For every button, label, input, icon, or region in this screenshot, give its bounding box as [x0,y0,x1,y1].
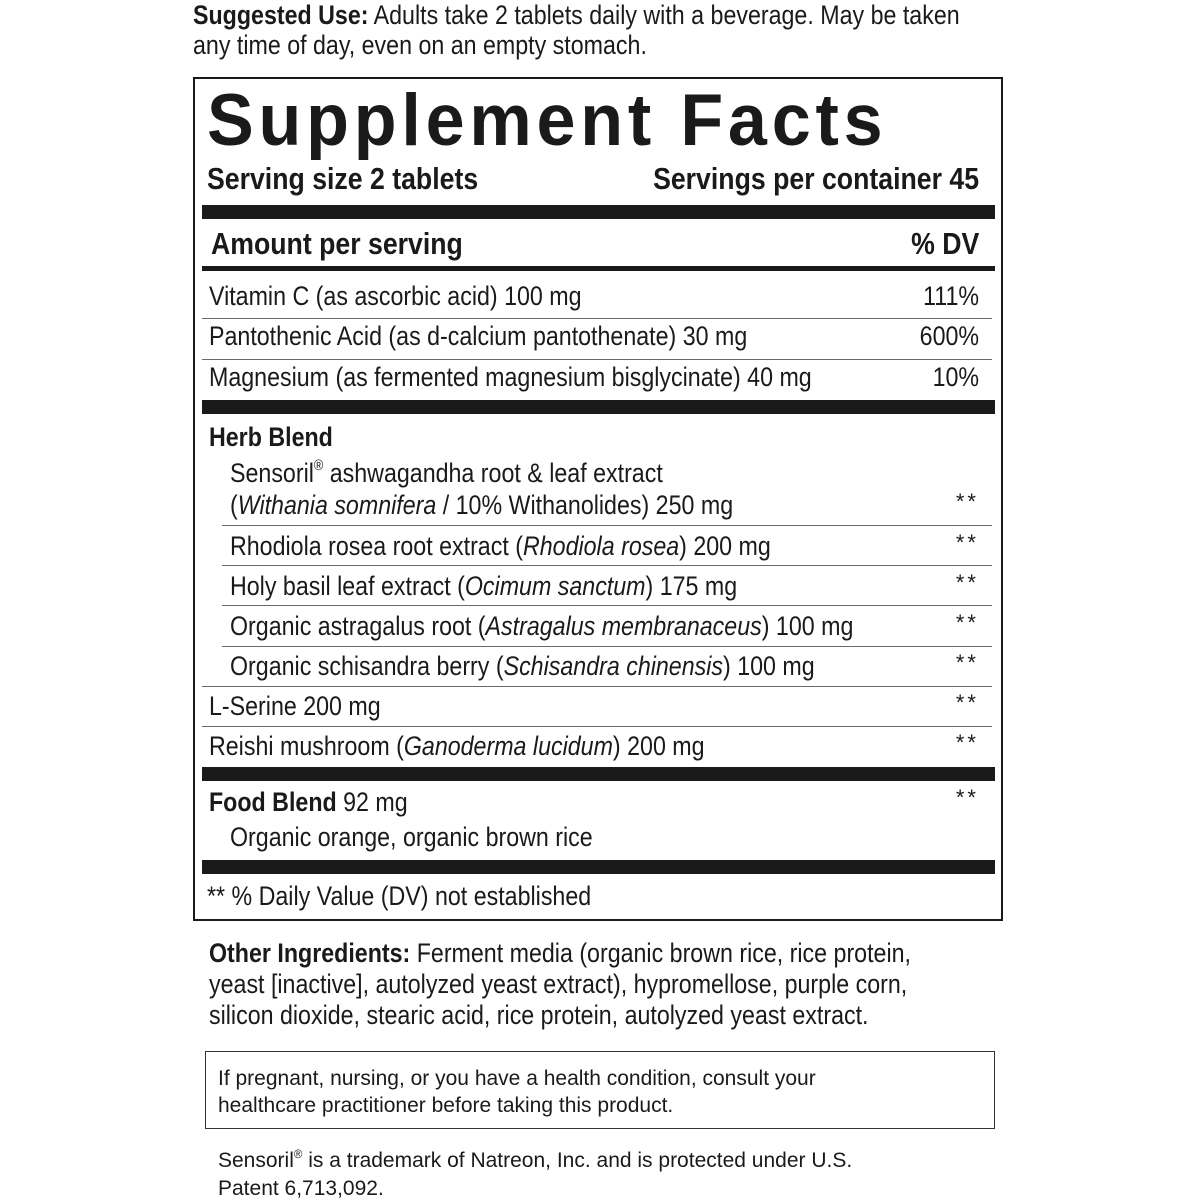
other-ingredients-line-3: silicon dioxide, stearic acid, rice protein, autolyzed yeast extract. [209,1000,869,1030]
nutrient-name: Magnesium (as fermented magnesium bisglycinate) 40 mg [209,362,812,392]
nutrient-name: Vitamin C (as ascorbic acid) 100 mg [209,281,582,311]
dv-not-established-mark: ** [955,489,979,514]
warning-line-1: If pregnant, nursing, or you have a health condition, consult your [218,1067,816,1090]
dv-not-established-mark: ** [955,530,979,555]
dv-not-established-mark: ** [955,690,979,715]
row-divider [222,646,992,647]
amount-per-serving-header: Amount per serving [211,226,463,261]
other-ingredients-line-2: yeast [inactive], autolyzed yeast extract), hypromellose, purple corn, [209,969,908,999]
thick-divider [202,860,995,874]
herb-holy-basil: Holy basil leaf extract (Ocimum sanctum) 175 mg [230,571,738,601]
suggested-use-line-2: any time of day, even on an empty stomach. [193,30,647,60]
l-serine: L-Serine 200 mg [209,691,381,721]
herb-blend-label: Herb Blend [209,422,333,452]
food-blend: Food Blend 92 mg [209,787,408,817]
thick-divider [202,400,995,414]
trademark-line-1: Sensoril® is a trademark of Natreon, Inc. and is protected under U.S. [218,1148,853,1172]
row-divider [222,525,992,526]
supplement-facts-panel [193,77,1003,921]
suggested-use [193,0,1023,60]
herb-sensoril-line-1: Sensoril® ashwagandha root & leaf extract [230,458,663,488]
other-ingredients [209,938,999,1031]
dv-not-established-mark: ** [955,610,979,635]
other-ingredients-label: Other Ingredients: [209,938,411,968]
trademark-note [218,1147,998,1203]
dv-header: % DV [910,226,979,261]
dv-footnote: ** % Daily Value (DV) not established [207,881,592,911]
row-divider [222,605,992,606]
trademark-line-2: Patent 6,713,092. [218,1177,384,1200]
herb-rhodiola: Rhodiola rosea root extract (Rhodiola rosea) 200 mg [230,531,771,561]
nutrient-dv: 10% [932,362,979,392]
nutrient-name: Pantothenic Acid (as d-calcium pantothenate) 30 mg [209,321,748,351]
herb-schisandra: Organic schisandra berry (Schisandra chinensis) 100 mg [230,651,815,681]
herb-astragalus: Organic astragalus root (Astragalus membranaceus) 100 mg [230,611,854,641]
warning-line-2: healthcare practitioner before taking this product. [218,1094,674,1117]
serving-size: Serving size 2 tablets [207,161,479,196]
dv-not-established-mark: ** [955,570,979,595]
suggested-use-label: Suggested Use: [193,0,369,30]
suggested-use-line-1: Adults take 2 tablets daily with a beverage. May be taken [373,0,960,30]
row-divider [222,565,992,566]
dv-not-established-mark: ** [955,650,979,675]
warning-box [205,1051,995,1129]
medium-divider [202,266,995,271]
food-blend-ingredients: Organic orange, organic brown rice [230,822,593,852]
row-divider [202,686,992,687]
nutrient-dv: 111% [923,281,979,311]
nutrient-dv: 600% [919,321,979,351]
thick-divider [202,205,995,219]
dv-not-established-mark: ** [955,730,979,755]
reishi-mushroom: Reishi mushroom (Ganoderma lucidum) 200 mg [209,731,705,761]
facts-title: Supplement Facts [207,80,888,161]
thick-divider [202,767,995,781]
row-divider [202,726,992,727]
row-divider [202,318,992,319]
row-divider [202,359,992,360]
servings-per-container: Servings per container 45 [653,161,979,196]
other-ingredients-line-1: Ferment media (organic brown rice, rice protein, [410,938,911,968]
dv-not-established-mark: ** [955,785,979,810]
herb-sensoril-line-2: (Withania somnifera / 10% Withanolides) 250 mg [230,490,734,520]
